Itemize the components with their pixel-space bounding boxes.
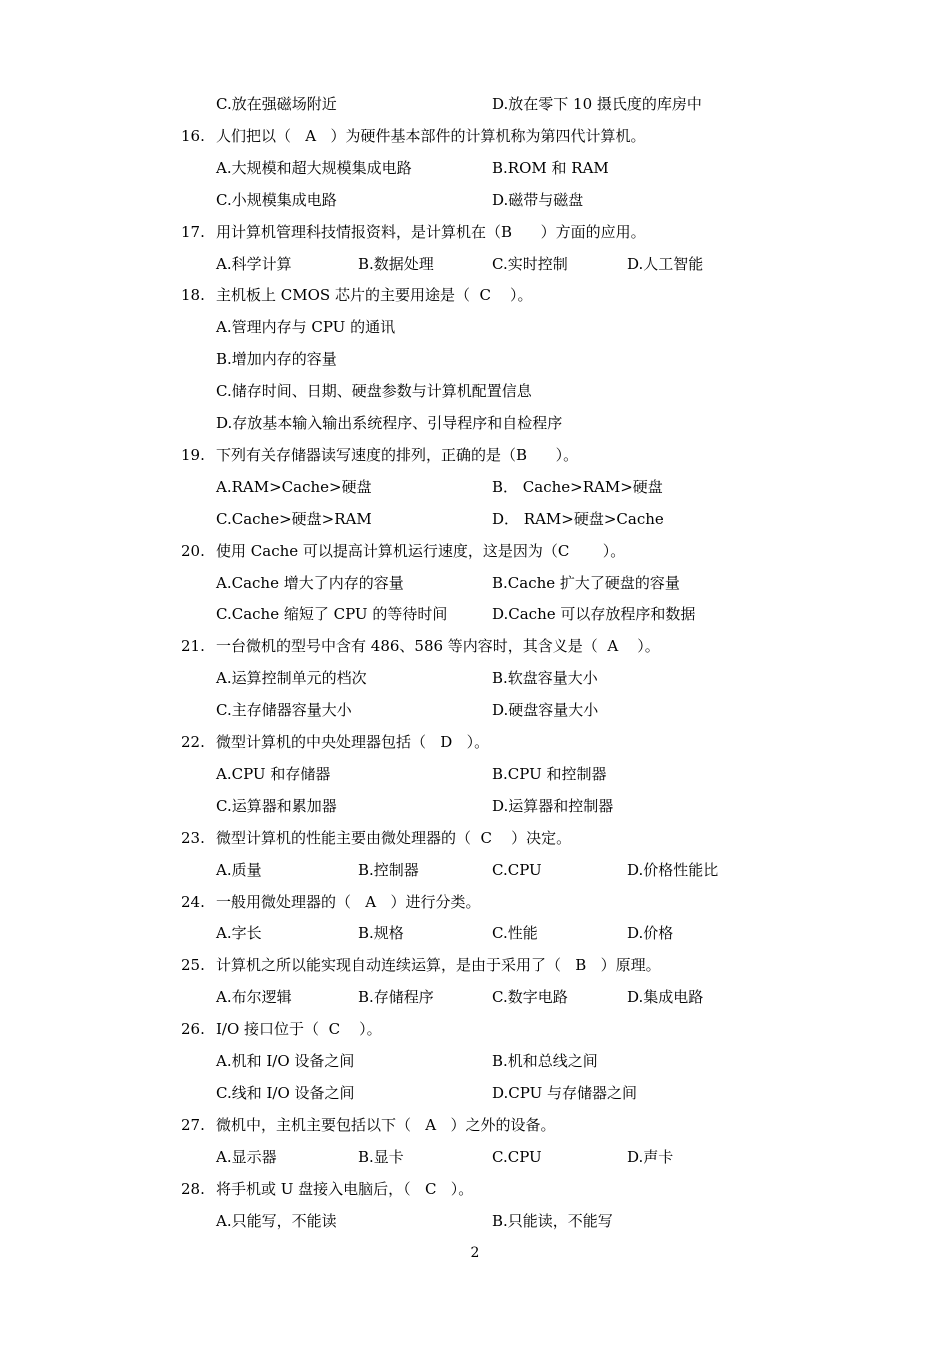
answer-option: D． RAM>硬盘>Cache xyxy=(492,509,664,528)
options-line xyxy=(0,1146,950,1168)
options-line xyxy=(0,412,950,434)
answer-option: A.机和 I/O 设备之间 xyxy=(216,1052,355,1070)
answer-option: D.价格 xyxy=(627,924,674,943)
options-line xyxy=(0,667,950,689)
answer-option: A.显示器 xyxy=(216,1147,277,1166)
question-number: 16. xyxy=(181,126,205,145)
answer-option: C.线和 I/O 设备之间 xyxy=(216,1083,355,1102)
options-line xyxy=(0,348,950,370)
question-line xyxy=(0,284,950,306)
answer-option: B.显卡 xyxy=(358,1147,404,1166)
answer-option: A.科学计算 xyxy=(216,254,292,273)
answer-option: A.CPU 和存储器 xyxy=(216,764,331,783)
answer-option: D.集成电路 xyxy=(627,988,704,1007)
question-number: 19. xyxy=(181,445,205,464)
answer-option: C.CPU xyxy=(492,1147,542,1166)
options-line xyxy=(0,316,950,338)
answer-option: B.ROM 和 RAM xyxy=(492,158,609,177)
question-line xyxy=(0,827,950,849)
options-line xyxy=(0,603,950,625)
question-line xyxy=(0,221,950,243)
answer-option: C.性能 xyxy=(492,924,538,943)
answer-option: A.质量 xyxy=(216,860,262,879)
question-line xyxy=(0,1018,950,1040)
question-line xyxy=(0,731,950,753)
answer-option: B.机和总线之间 xyxy=(492,1052,598,1070)
options-line xyxy=(0,1210,950,1232)
options-line xyxy=(0,1050,950,1072)
options-line xyxy=(0,986,950,1008)
answer-option: B.CPU 和控制器 xyxy=(492,764,607,783)
answer-option: A.字长 xyxy=(216,924,262,943)
answer-option: B.增加内存的容量 xyxy=(216,350,337,369)
answer-option: D.放在零下 10 摄氏度的库房中 xyxy=(492,95,702,113)
question-text: 人们把以（ A ）为硬件基本部件的计算机称为第四代计算机。 xyxy=(216,126,646,145)
answer-option: C.实时控制 xyxy=(492,254,568,273)
question-text: 用计算机管理科技情报资料，是计算机在（B ）方面的应用。 xyxy=(216,222,646,241)
options-line xyxy=(0,189,950,211)
question-text: 一台微机的型号中含有 486、586 等内容时，其含义是（ A ）。 xyxy=(216,637,660,656)
options-line xyxy=(0,93,950,115)
options-line xyxy=(0,476,950,498)
answer-option: C.数字电路 xyxy=(492,988,568,1007)
answer-option: A.只能写，不能读 xyxy=(216,1211,337,1230)
options-line xyxy=(0,922,950,944)
question-number: 24. xyxy=(181,892,205,911)
question-number: 22. xyxy=(181,733,205,751)
options-line xyxy=(0,763,950,785)
question-line xyxy=(0,635,950,657)
answer-option: C.运算器和累加器 xyxy=(216,796,337,815)
options-line xyxy=(0,380,950,402)
answer-option: B.存储程序 xyxy=(358,988,434,1007)
question-line xyxy=(0,540,950,562)
answer-option: B． Cache>RAM>硬盘 xyxy=(492,477,663,496)
answer-option: D.运算器和控制器 xyxy=(492,796,614,815)
answer-option: A.Cache 增大了内存的容量 xyxy=(216,573,404,592)
question-text: 主机板上 CMOS 芯片的主要用途是（ C ）。 xyxy=(216,286,533,305)
answer-option: D.硬盘容量大小 xyxy=(492,701,599,720)
answer-option: B.Cache 扩大了硬盘的容量 xyxy=(492,573,680,592)
question-number: 25. xyxy=(181,956,205,975)
question-number: 17. xyxy=(181,222,205,241)
answer-option: A.布尔逻辑 xyxy=(216,988,292,1007)
question-number: 27. xyxy=(181,1115,205,1134)
options-line xyxy=(0,508,950,530)
answer-option: C.Cache>硬盘>RAM xyxy=(216,509,372,528)
options-line xyxy=(0,253,950,275)
question-line xyxy=(0,444,950,466)
answer-option: D.Cache 可以存放程序和数据 xyxy=(492,605,696,624)
question-line xyxy=(0,891,950,913)
answer-option: A.管理内存与 CPU 的通讯 xyxy=(216,318,396,337)
answer-option: A.大规模和超大规模集成电路 xyxy=(216,158,412,177)
answer-option: C.Cache 缩短了 CPU 的等待时间 xyxy=(216,605,448,624)
question-text: I/O 接口位于（ C ）。 xyxy=(216,1020,382,1039)
answer-option: D.CPU 与存储器之间 xyxy=(492,1083,637,1102)
question-text: 微型计算机的性能主要由微处理器的（ C ）决定。 xyxy=(216,828,572,847)
answer-option: B.规格 xyxy=(358,924,404,943)
answer-option: D.人工智能 xyxy=(627,254,704,273)
answer-option: C.主存储器容量大小 xyxy=(216,701,352,720)
page-number: 2 xyxy=(470,1245,480,1261)
answer-option: D.价格性能比 xyxy=(627,860,719,879)
question-text: 微型计算机的中央处理器包括（ D ）。 xyxy=(216,733,490,751)
answer-option: B.只能读，不能写 xyxy=(492,1211,613,1230)
answer-option: C.储存时间、日期、硬盘参数与计算机配置信息 xyxy=(216,382,532,401)
answer-option: D.磁带与磁盘 xyxy=(492,190,584,209)
question-number: 23. xyxy=(181,828,205,847)
answer-option: C.小规模集成电路 xyxy=(216,190,337,209)
question-text: 下列有关存储器读写速度的排列，正确的是（B ）。 xyxy=(216,445,579,464)
question-line xyxy=(0,125,950,147)
question-number: 28. xyxy=(181,1179,205,1198)
answer-option: D.声卡 xyxy=(627,1147,674,1166)
answer-option: B.数据处理 xyxy=(358,254,434,273)
answer-option: C.放在强磁场附近 xyxy=(216,95,337,113)
options-line xyxy=(0,699,950,721)
options-line xyxy=(0,157,950,179)
question-number: 21. xyxy=(181,637,205,656)
options-line xyxy=(0,1082,950,1104)
options-line xyxy=(0,795,950,817)
question-line xyxy=(0,1178,950,1200)
question-text: 将手机或 U 盘接入电脑后，（ C ）。 xyxy=(216,1179,474,1198)
question-number: 20. xyxy=(181,541,205,560)
question-text: 使用 Cache 可以提高计算机运行速度，这是因为（C ）。 xyxy=(216,541,626,560)
question-line xyxy=(0,954,950,976)
answer-option: A.运算控制单元的档次 xyxy=(216,669,367,688)
answer-option: B.软盘容量大小 xyxy=(492,669,598,688)
question-text: 计算机之所以能实现自动连续运算，是由于采用了（ B ）原理。 xyxy=(216,956,661,975)
question-text: 微机中，主机主要包括以下（ A ）之外的设备。 xyxy=(216,1115,556,1134)
question-number: 26. xyxy=(181,1020,205,1039)
answer-option: A.RAM>Cache>硬盘 xyxy=(216,477,372,496)
answer-option: D.存放基本输入输出系统程序、引导程序和自检程序 xyxy=(216,414,563,432)
answer-option: C.CPU xyxy=(492,860,542,879)
options-line xyxy=(0,859,950,881)
question-line xyxy=(0,1114,950,1136)
question-number: 18. xyxy=(181,286,205,305)
question-text: 一般用微处理器的（ A ）进行分类。 xyxy=(216,892,481,911)
answer-option: B.控制器 xyxy=(358,860,419,879)
options-line xyxy=(0,572,950,594)
